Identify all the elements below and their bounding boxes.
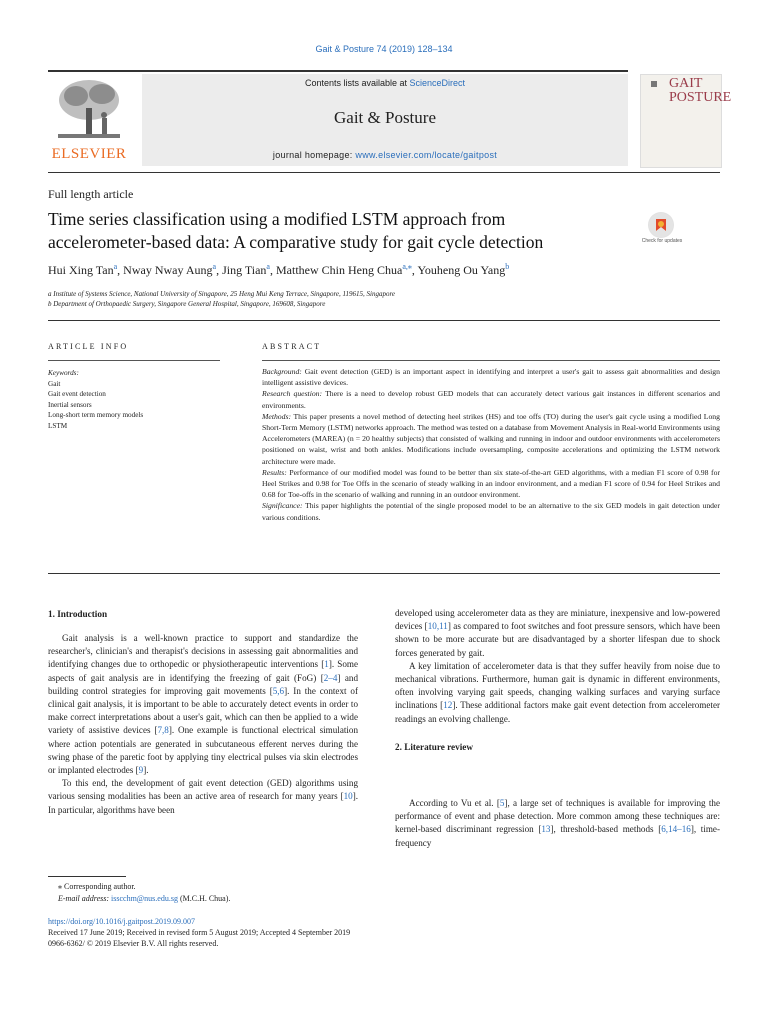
email-label: E-mail address: <box>58 894 112 903</box>
cover-title-line-2: POSTURE <box>669 90 732 105</box>
section-heading-literature-review: 2. Literature review <box>395 742 473 752</box>
paragraph: developed using accelerometer data as they are miniature, inexpensive and low-powered devices [10,11] as compared to foot switches and foot pressure sensors, which have been shown to be more accurate but are disadvantaged by a shorter lifespan due to shock forces generated by gait. <box>395 608 720 658</box>
cover-title <box>669 76 732 105</box>
received-dates: Received 17 June 2019; Received in revised form 5 August 2019; Accepted 4 September 2019 <box>48 928 351 937</box>
email-suffix: (M.C.H. Chua). <box>177 894 231 903</box>
journal-name: Gait & Posture <box>334 108 436 127</box>
keyword: Long-short term memory models <box>48 411 144 419</box>
abstract-label: Results: <box>262 467 287 477</box>
author-name[interactable]: Matthew Chin Heng Chua <box>275 263 403 277</box>
abstract-body <box>262 366 720 523</box>
publication-info <box>48 916 548 949</box>
corresponding-author-note: ⁎ Corresponding author. <box>58 882 136 891</box>
citation-link[interactable]: 5 <box>499 798 505 808</box>
abstract-background <box>262 366 720 388</box>
citation-link[interactable]: 13 <box>541 824 551 835</box>
check-for-updates-badge[interactable] <box>640 210 684 254</box>
author-affiliation-mark[interactable]: a <box>212 262 217 271</box>
section-heading-introduction: 1. Introduction <box>48 609 108 619</box>
citation-link[interactable]: 10 <box>343 791 353 802</box>
citation-link[interactable]: 9 <box>138 765 144 776</box>
affiliation-a: a Institute of Systems Science, National University of Singapore, 25 Heng Mui Keng Terrace, Singapore, 119615, Singapore <box>48 290 396 298</box>
keywords-label: Keywords: <box>48 369 79 377</box>
author-name[interactable]: Youheng Ou Yang <box>417 263 506 277</box>
article-info-rule <box>48 360 220 361</box>
abstract-bottom-rule <box>48 573 720 574</box>
title-line-1: Time series classification using a modified LSTM approach from <box>48 209 506 229</box>
elsevier-logo <box>48 76 130 166</box>
crossmark-icon <box>648 212 674 238</box>
citation-link[interactable]: 5,6 <box>272 685 285 696</box>
homepage-link[interactable]: www.elsevier.com/locate/gaitpost <box>355 150 498 160</box>
article-title <box>48 208 628 254</box>
paragraph: A key limitation of accelerometer data is that they suffer heavily from noise due to mechanical vibrations. Furthermore, human gait is dynamic in different environments, often involving varying gait speeds, changing walking surfaces and varying surface inclinations [12]. These additional factors make gait event detection from accelerometer readings an evolving challenge. <box>395 660 721 724</box>
keyword: Gait event detection <box>48 390 106 398</box>
article-info-heading: ARTICLE INFO <box>48 342 129 351</box>
author-name[interactable]: Jing Tian <box>222 263 267 277</box>
keyword: Inertial sensors <box>48 400 92 409</box>
journal-reference-link[interactable]: Gait & Posture 74 (2019) 128–134 <box>315 44 453 54</box>
affiliation-b: b Department of Orthopaedic Surgery, Singapore General Hospital, Singapore, 169608, Singapore <box>48 300 326 308</box>
paragraph: To this end, the development of gait event detection (GED) algorithms using various sensing modalities has been an active area of research for many years [10]. In particular, algorithms have been <box>48 778 358 815</box>
article-type: Full length article <box>48 187 134 201</box>
abstract-label: Research question: <box>262 389 323 399</box>
doi-link[interactable]: https://doi.org/10.1016/j.gaitpost.2019.09.007 <box>48 917 195 926</box>
header-rule-bottom <box>48 172 720 173</box>
abstract-label: Significance: <box>262 501 303 511</box>
abstract-heading: ABSTRACT <box>262 342 322 351</box>
abstract-question <box>262 388 720 410</box>
author-affiliation-mark[interactable]: a <box>266 262 270 271</box>
citation-link[interactable]: 12 <box>443 700 453 711</box>
author-affiliation-mark[interactable]: b <box>505 262 510 271</box>
citation-link[interactable]: 1 <box>324 659 329 670</box>
footnote <box>48 881 448 905</box>
elsevier-tree-icon <box>54 78 124 142</box>
copyright-line: 0966-6362/ © 2019 Elsevier B.V. All rights reserved. <box>48 939 219 948</box>
keywords-list <box>48 368 248 431</box>
journal-cover-thumbnail[interactable] <box>640 74 732 168</box>
sciencedirect-link[interactable]: ScienceDirect <box>409 78 466 88</box>
abstract-label: Methods: <box>262 411 292 421</box>
cover-emblem-icon <box>651 81 657 87</box>
abstract-methods <box>262 411 720 467</box>
abstract-text: Performance of our modified model was found to be better than six state-of-the-art GED algorithms, with a median F1 score of 0.98 for Heel Strikes and 0.98 for Toe Offs in the scenario of steady walking in an indoor environment, and a median F1 score of 0.94 for Heel Strikes and 0.68 for Toe-offs in the scenario of walking and running in an outdoor environment. <box>262 467 720 500</box>
introduction-text <box>48 632 358 817</box>
homepage-prefix: journal homepage: <box>272 150 356 160</box>
citation-link[interactable]: 10,11 <box>427 621 448 632</box>
header-rule <box>48 70 628 72</box>
abstract-text: This paper highlights the potential of the single proposed model to be an alternative to the six GED models in gait detection under various conditions. <box>262 501 720 522</box>
author-name[interactable]: Hui Xing Tan <box>48 263 114 277</box>
homepage-line <box>142 150 628 160</box>
abstract-results <box>262 467 720 501</box>
citation-link[interactable]: 7,8 <box>157 725 169 736</box>
keyword: LSTM <box>48 421 68 430</box>
author-name[interactable]: Nway Nway Aung <box>123 263 213 277</box>
elsevier-wordmark: ELSEVIER <box>51 146 127 162</box>
contents-line <box>142 78 628 88</box>
cover-title-line-1: GAIT <box>669 76 703 91</box>
title-line-2: accelerometer-based data: A comparative study for gait cycle detection <box>48 232 544 252</box>
paragraph: According to Vu et al. [5], a large set of techniques is available for improving the performance of event and phase detection. More common among these techniques are: kernel-based discriminant regression [13], threshold-based methods [6,14–16], time-frequency <box>395 798 720 848</box>
abstract-text: This paper presents a novel method of detecting heel strikes (HS) and toe offs (TO) during the user's gait cycle using a modified Long Short-Term Memory (LSTM) networks approach. The method was tested on a database from Movement Analysis in Real-world Environments using Accelerometers (MAREA) (n = 20 healthy subjects) that consisted of walking and running in indoor and outdoor environments with accelerometers positioned on waist, wrist and both ankles. Modifications include oversampling, composite accelerations and optimizing the LSTM network architecture were made. <box>262 411 720 466</box>
abstract-text: There is a need to develop robust GED models that can accurately detect various gait instances in different scenarios and environments. <box>262 389 720 410</box>
author-affiliation-mark[interactable]: a <box>113 262 118 271</box>
citation-link[interactable]: 6,14–16 <box>661 824 691 835</box>
section-divider <box>48 320 720 321</box>
right-column-text <box>395 607 720 726</box>
abstract-significance <box>262 500 720 522</box>
paragraph: Gait analysis is a well-known practice to support and standardize the researcher's, clinician's and therapist's decisions in assessing gait abnormalities and identifying changes due to orthopedic or physiotherapeutic interventions [1]. Some aspects of gait analysis are in identifying the freezing of gait (FoG) [2–4] and building control strategies for improving gait movements [5,6]. In the context of clinical gait analysis, it is important to be able to accurately detect events in order to make correct interpretations about a user's gait, which can then be applied to a wide variety of assistive devices [7,8]. One example is functional electrical simulation where action potentials are generated in subcutaneous efferent nerves during the swing phase of the paretic foot by applying tiny electrical pulses via skin electrodes or implanted electrodes [9]. <box>48 633 359 776</box>
check-for-updates-label: Check for updates <box>641 238 683 244</box>
author-list: Hui Xing Tan$^a$, Nway Nway Aung$^a$, Jing Tian$^a$, Matthew Chin Heng Chua$^{a,⁎}$, Youheng Ou Yang$^b$ <box>48 262 510 277</box>
abstract-label: Background: <box>262 367 302 376</box>
abstract-text: Gait event detection (GED) is an important aspect in identifying and interpret a user's gait to assess gait abnormalities and design intelligent assistive devices. <box>262 367 720 388</box>
abstract-rule <box>262 360 720 361</box>
footnote-rule <box>48 876 126 877</box>
keyword: Gait <box>48 379 61 388</box>
author-affiliation-mark[interactable]: a,⁎ <box>402 262 412 271</box>
contents-prefix: Contents lists available at <box>304 78 410 88</box>
email-line <box>48 893 448 905</box>
citation-link[interactable]: 2–4 <box>323 672 338 683</box>
email-link[interactable]: isscchm@nus.edu.sg <box>111 894 178 903</box>
literature-review-text <box>395 797 720 850</box>
